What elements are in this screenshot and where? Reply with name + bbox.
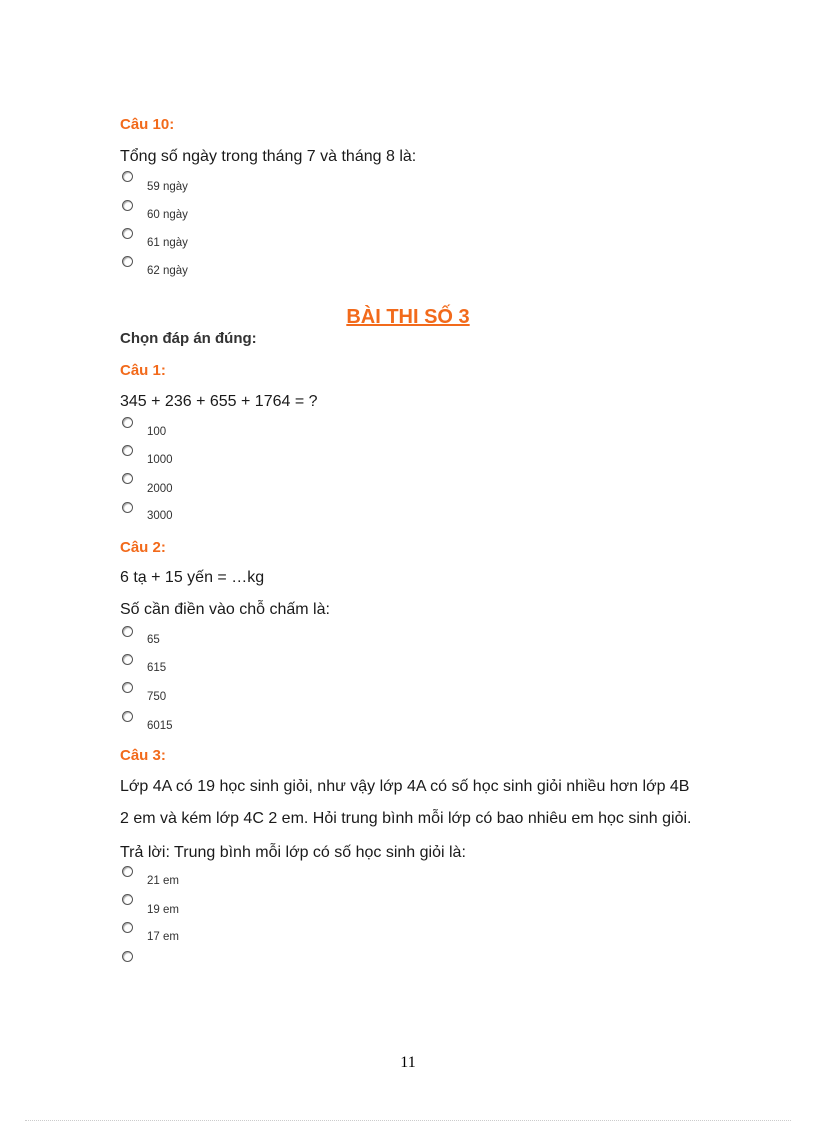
question-10-text: Tổng số ngày trong tháng 7 và tháng 8 là: xyxy=(120,148,417,165)
option-label: 60 ngày xyxy=(147,209,188,221)
option-label: 19 em xyxy=(147,904,179,916)
question-3-line: Lớp 4A có 19 học sinh giỏi, như vậy lớp 4A có số học sinh giỏi nhiều hơn lớp 4B xyxy=(120,778,690,795)
option-label: 3000 xyxy=(147,510,173,522)
option-label: 615 xyxy=(147,662,167,674)
question-2-line: Số cần điền vào chỗ chấm là: xyxy=(120,601,330,618)
page-border-divider xyxy=(25,1120,791,1121)
radio-q2-option-4[interactable] xyxy=(122,711,133,722)
question-3-line: 2 em và kém lớp 4C 2 em. Hỏi trung bình mỗi lớp có bao nhiêu em học sinh giỏi. xyxy=(120,810,692,827)
radio-q1-option-1[interactable] xyxy=(122,417,133,428)
option-label: 59 ngày xyxy=(147,181,188,193)
radio-q3-option-2[interactable] xyxy=(122,894,133,905)
section-title: BÀI THI SỐ 3 xyxy=(346,306,470,328)
question-10-label: Câu 10: xyxy=(120,116,175,133)
radio-q3-option-1[interactable] xyxy=(122,866,133,877)
option-label: 61 ngày xyxy=(147,237,188,249)
radio-q1-option-2[interactable] xyxy=(122,445,133,456)
radio-q10-option-2[interactable] xyxy=(122,200,133,211)
section-instruction: Chọn đáp án đúng: xyxy=(120,330,257,347)
radio-q3-option-3[interactable] xyxy=(122,922,133,933)
radio-q1-option-4[interactable] xyxy=(122,502,133,513)
option-label: 21 em xyxy=(147,875,179,887)
radio-q2-option-1[interactable] xyxy=(122,626,133,637)
radio-q10-option-3[interactable] xyxy=(122,228,133,239)
radio-q10-option-4[interactable] xyxy=(122,256,133,267)
option-label: 62 ngày xyxy=(147,265,188,277)
option-label: 2000 xyxy=(147,483,173,495)
question-1-text: 345 + 236 + 655 + 1764 = ? xyxy=(120,393,318,410)
radio-q10-option-1[interactable] xyxy=(122,171,133,182)
question-1-label: Câu 1: xyxy=(120,362,166,379)
question-3-label: Câu 3: xyxy=(120,747,166,764)
question-2-label: Câu 2: xyxy=(120,539,166,556)
radio-q1-option-3[interactable] xyxy=(122,473,133,484)
question-3-line: Trả lời: Trung bình mỗi lớp có số học sinh giỏi là: xyxy=(120,844,466,861)
radio-q3-option-4[interactable] xyxy=(122,951,133,962)
option-label: 65 xyxy=(147,634,160,646)
radio-q2-option-2[interactable] xyxy=(122,654,133,665)
option-label: 1000 xyxy=(147,454,173,466)
option-label: 100 xyxy=(147,426,167,438)
option-label: 17 em xyxy=(147,931,179,943)
option-label: 6015 xyxy=(147,720,173,732)
question-2-line: 6 tạ + 15 yến = …kg xyxy=(120,569,265,586)
page-number: 11 xyxy=(400,1054,416,1071)
option-label: 750 xyxy=(147,691,167,703)
radio-q2-option-3[interactable] xyxy=(122,682,133,693)
